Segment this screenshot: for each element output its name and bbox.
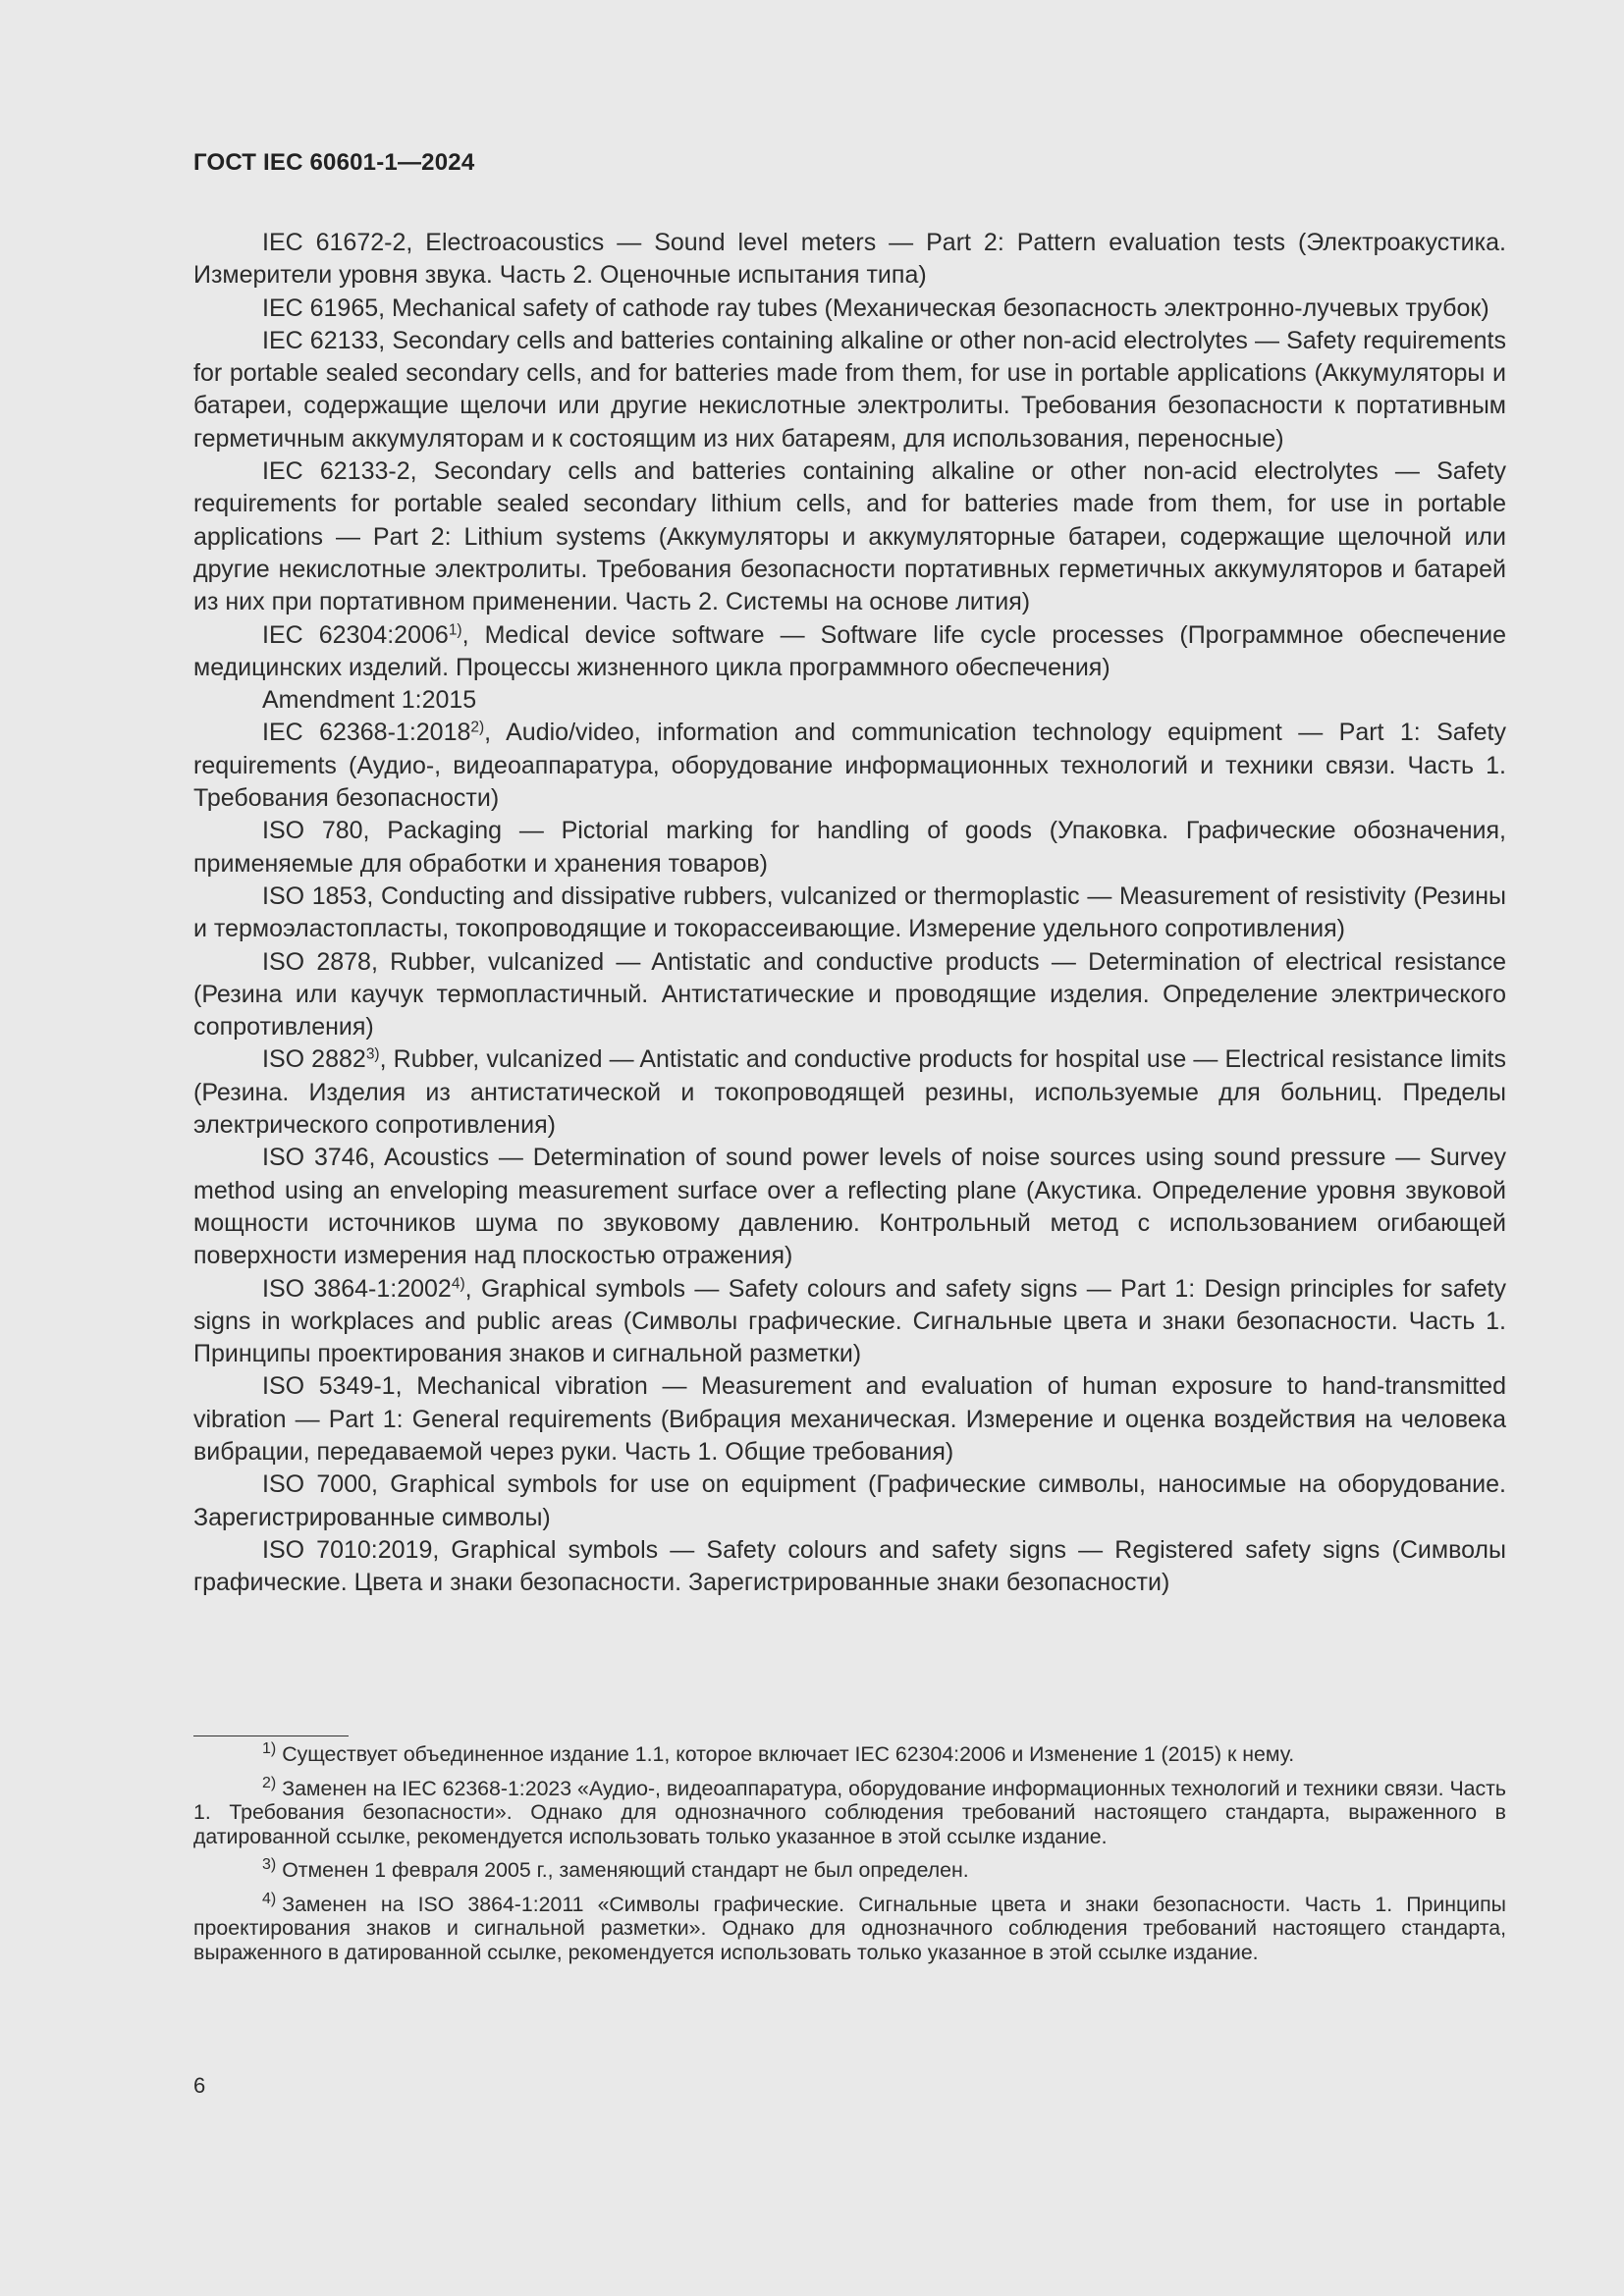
footnote-ref[interactable]: 3) [365, 1045, 380, 1063]
reference-item: IEC 62133, Secondary cells and batteries containing alkaline or other non-acid electrolytes — Safety requirements for portable sealed secondary cells, and for batteries made from them, for use in portable applications (Аккумуляторы и батареи, содержащие щелочи или другие некислотные электролиты. Требования безопасности к портативным герметичным аккумуляторам и к состоящим из них батареям, для использования, переносные) [193, 326, 1506, 453]
reference-item: ISO 7010:2019, Graphical symbols — Safety colours and safety signs — Registered safety signs (Символы графические. Цвета и знаки безопасности. Зарегистрированные знаки безопасности) [193, 1535, 1506, 1597]
document-header: ГОСТ IEC 60601-1—2024 [193, 149, 475, 176]
footnote-ref[interactable]: 2) [470, 719, 485, 736]
reference-item: Amendment 1:2015 [262, 686, 477, 715]
reference-item: IEC 62368-1:2018$^{2)}$, Audio/video, information and communication technology equipment — Part 1: Safety requirements (Аудио-, видеоаппаратура, оборудование информационных технологий и техники связи. Часть 1. Требования безопасности) [193, 719, 1506, 813]
footnote: $^{4)}$ Заменен на ISO 3864-1:2011 «Символы графические. Сигнальные цвета и знаки безопасности. Часть 1. Принципы проектирования знаков и сигнальной разметки». Однако для однозначного соблюдения требований настоящего стандарта, выраженного в датированной ссылке, рекомендуется использовать только указанное в этой ссылке издание. [193, 1890, 1506, 1964]
reference-item: IEC 61672-2, Electroacoustics — Sound level meters — Part 2: Pattern evaluation tests (Электроакустика. Измерители уровня звука. Часть 2. Оценочные испытания типа) [193, 229, 1506, 290]
footnote-ref[interactable]: 1) [448, 621, 462, 639]
reference-item: ISO 7000, Graphical symbols for use on equipment (Графические символы, наносимые на оборудование. Зарегистрированные символы) [193, 1470, 1506, 1531]
reference-item: IEC 61965, Mechanical safety of cathode ray tubes (Механическая безопасность электронно-лучевых трубок) [262, 294, 1489, 322]
reference-item: ISO 1853, Conducting and dissipative rubbers, vulcanized or thermoplastic — Measurement of resistivity (Резины и термоэластопласты, токопроводящие и токорассеивающие. Измерение удельного сопротивления) [193, 881, 1506, 943]
footnote: $^{2)}$ Заменен на IEC 62368-1:2023 «Аудио-, видеоаппаратура, оборудование информационных технологий и техники связи. Часть 1. Требования безопасности». Однако для однозначного соблюдения требований настоящего стандарта, выраженного в датированной ссылке, рекомендуется использовать только указанное в этой ссылке издание. [193, 1774, 1506, 1848]
footnote-mark: 3) [262, 1856, 277, 1874]
reference-item: ISO 3864-1:2002$^{4)}$, Graphical symbols — Safety colours and safety signs — Part 1: Design principles for safety signs in workplaces and public areas (Символы графические. Сигнальные цвета и знаки безопасности. Часть 1. Принципы проектирования знаков и сигнальной разметки) [193, 1274, 1506, 1368]
document-page [193, 0, 1506, 2296]
page-number: 6 [193, 2073, 206, 2098]
reference-item: ISO 2882$^{3)}$, Rubber, vulcanized — Antistatic and conductive products for hospital use — Electrical resistance limits (Резина. Изделия из антистатической и токопроводящей резины, используемые для больниц. Пределы электрического сопротивления) [193, 1045, 1506, 1140]
footnote: $^{1)}$ Существует объединенное издание 1.1, которое включает IEC 62304:2006 и Изменение 1 (2015) к нему. [262, 1740, 1295, 1766]
reference-item: IEC 62304:2006$^{1)}$, Medical device software — Software life cycle processes (Программное обеспечение медицинских изделий. Процессы жизненного цикла программного обеспечения) [193, 620, 1507, 681]
footnote-mark: 1) [262, 1740, 277, 1758]
reference-item: ISO 5349-1, Mechanical vibration — Measurement and evaluation of human exposure to hand-transmitted vibration — Part 1: General requirements (Вибрация механическая. Измерение и оценка воздействия на человека вибрации, передаваемой через руки. Часть 1. Общие требования) [193, 1372, 1506, 1466]
normative-references-list [193, 227, 1506, 1599]
reference-item: ISO 2878, Rubber, vulcanized — Antistatic and conductive products — Determination of electrical resistance (Резина или каучук термопластичный. Антистатические и проводящие изделия. Определение электрического сопротивления) [193, 947, 1506, 1041]
footnote: $^{3)}$ Отменен 1 февраля 2005 г., заменяющий стандарт не был определен. [262, 1856, 969, 1882]
footnote-separator [193, 1735, 349, 1736]
reference-item: IEC 62133-2, Secondary cells and batteries containing alkaline or other non-acid electrolytes — Safety requirements for portable sealed secondary lithium cells, and for batteries made from them, for use in portable applications — Part 2: Lithium systems (Аккумуляторы и аккумуляторные батареи, содержащие щелочной или другие некислотные электролиты. Требования безопасности портативных герметичных аккумуляторов и батарей из них при портативном применении. Часть 2. Системы на основе лития) [193, 457, 1506, 616]
footnote-mark: 2) [262, 1774, 277, 1791]
footnote-ref[interactable]: 4) [451, 1274, 465, 1292]
reference-item: ISO 780, Packaging — Pictorial marking for handling of goods (Упаковка. Графические обозначения, применяемые для обработки и хранения товаров) [193, 817, 1506, 878]
footnotes [193, 1742, 1506, 1974]
footnote-mark: 4) [262, 1890, 277, 1907]
reference-item: ISO 3746, Acoustics — Determination of sound power levels of noise sources using sound pressure — Survey method using an enveloping measurement surface over a reflecting plane (Акустика. Определение уровня звуковой мощности источников шума по звуковому давлению. Контрольный метод с использованием огибающей поверхности измерения над плоскостью отражения) [193, 1144, 1506, 1270]
